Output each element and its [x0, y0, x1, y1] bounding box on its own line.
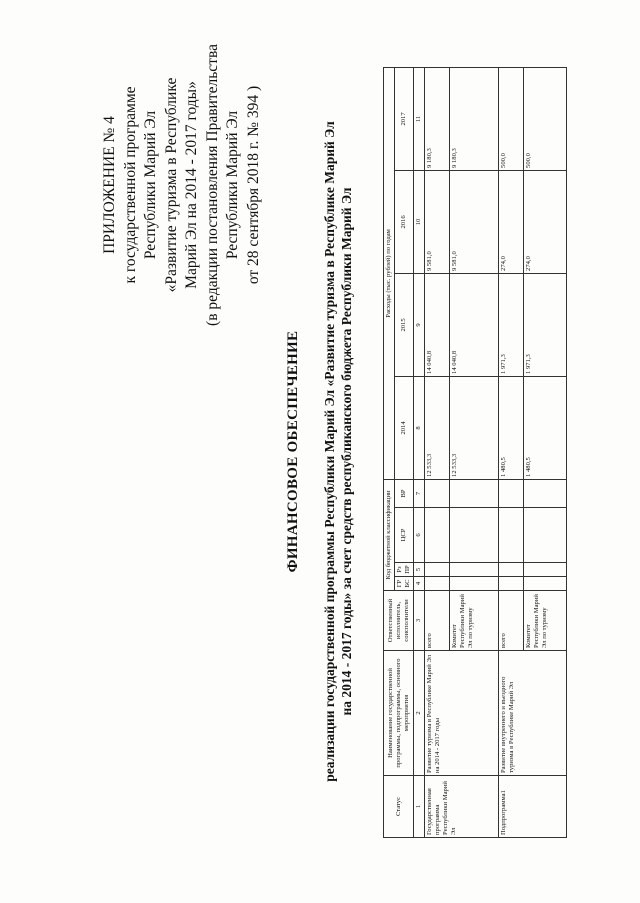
row-value-2016: 274,0 — [499, 170, 524, 273]
header-executor: Ответственный исполнитель, соисполнители — [384, 591, 414, 651]
appendix-block — [100, 35, 264, 335]
header-year-2014: 2014 — [395, 376, 414, 479]
header-expenses: Расходы (тыс. рублей) по годам — [384, 67, 395, 479]
header-year-2016: 2016 — [395, 170, 414, 273]
header-budget-code: Код бюджетной классификации — [384, 479, 395, 590]
appendix-line: «Развитие туризма в Республике — [162, 77, 180, 293]
header-grbs: ГР БС — [395, 577, 414, 591]
table-row — [425, 67, 450, 837]
header-csr: ЦСР — [395, 508, 414, 563]
subtitle-line-2: на 2014 - 2017 годы» за счет средств республиканского бюджета Республики Марий Эл — [339, 187, 354, 716]
column-number: 1 — [414, 776, 425, 838]
column-number: 3 — [414, 591, 425, 651]
column-number: 7 — [414, 479, 425, 507]
appendix-line: ПРИЛОЖЕНИЕ № 4 — [101, 116, 118, 254]
row-status: Государственная программа Республики Марий Эл — [425, 776, 499, 838]
header-row-1 — [384, 67, 395, 837]
header-year-2017: 2017 — [395, 67, 414, 170]
table-row — [499, 67, 524, 837]
column-number: 10 — [414, 170, 425, 273]
row-value-2017: 500,0 — [499, 67, 524, 170]
row-value-2014: 12 533,3 — [450, 376, 499, 479]
column-number: 8 — [414, 376, 425, 479]
row-name: Развитие внутреннего и въездного туризма в Республике Марий Эл — [499, 651, 567, 776]
row-value-2014: 12 533,3 — [425, 376, 450, 479]
subtitle-line-1: реализации государственной программы Республики Марий Эл «Развитие туризма в Республике Марий Эл — [322, 121, 337, 782]
column-number: 4 — [414, 577, 425, 591]
row-value-2016: 9 581,0 — [450, 170, 499, 273]
column-number: 5 — [414, 563, 425, 577]
column-number: 11 — [414, 67, 425, 170]
document-subtitle — [321, 40, 355, 863]
row-name: Развитие туризма в Республике Марий Эл на 2014 - 2017 годы — [425, 651, 499, 776]
row-value-2017: 9 180,3 — [450, 67, 499, 170]
column-number: 6 — [414, 508, 425, 563]
appendix-line: Республики Марий Эл — [142, 110, 159, 260]
appendix-line: от 28 сентября 2018 г. № 394 ) — [244, 85, 262, 285]
row-executor: Комитет Республики Марий Эл по туризму — [450, 591, 499, 651]
header-vr: ВР — [395, 479, 414, 507]
column-number-row — [414, 67, 425, 837]
document-title: ФИНАНСОВОЕ ОБЕСПЕЧЕНИЕ — [285, 330, 301, 573]
financing-table — [383, 67, 567, 838]
appendix-line: (в редакции постановления Правительства — [203, 44, 221, 326]
row-value-2016: 274,0 — [524, 170, 567, 273]
column-number: 9 — [414, 273, 425, 376]
row-executor: всего — [499, 591, 524, 651]
header-status: Статус — [384, 776, 414, 838]
header-year-2015: 2015 — [395, 273, 414, 376]
row-value-2017: 500,0 — [524, 67, 567, 170]
row-value-2016: 9 581,0 — [425, 170, 450, 273]
appendix-line: Республики Марий Эл — [224, 110, 241, 260]
appendix-line: Марий Эл на 2014 - 2017 годы» — [183, 81, 200, 289]
row-value-2014: 1 480,5 — [499, 376, 524, 479]
row-value-2015: 14 040,8 — [425, 273, 450, 376]
header-name: Наименование государственной программы, подпрограммы, основного мероприятия — [384, 651, 414, 776]
row-value-2017: 9 180,3 — [425, 67, 450, 170]
appendix-line: к государственной программе — [121, 86, 139, 284]
row-executor: всего — [425, 591, 450, 651]
row-value-2015: 1 971,3 — [524, 273, 567, 376]
header-rzpr: Рз ПР — [395, 563, 414, 577]
row-value-2015: 14 040,8 — [450, 273, 499, 376]
row-value-2015: 1 971,3 — [499, 273, 524, 376]
column-number: 2 — [414, 651, 425, 776]
row-value-2014: 1 480,5 — [524, 376, 567, 479]
row-status: Подпрограмма1 — [499, 776, 567, 838]
row-executor: Комитет Республики Марий Эл по туризму — [524, 591, 567, 651]
